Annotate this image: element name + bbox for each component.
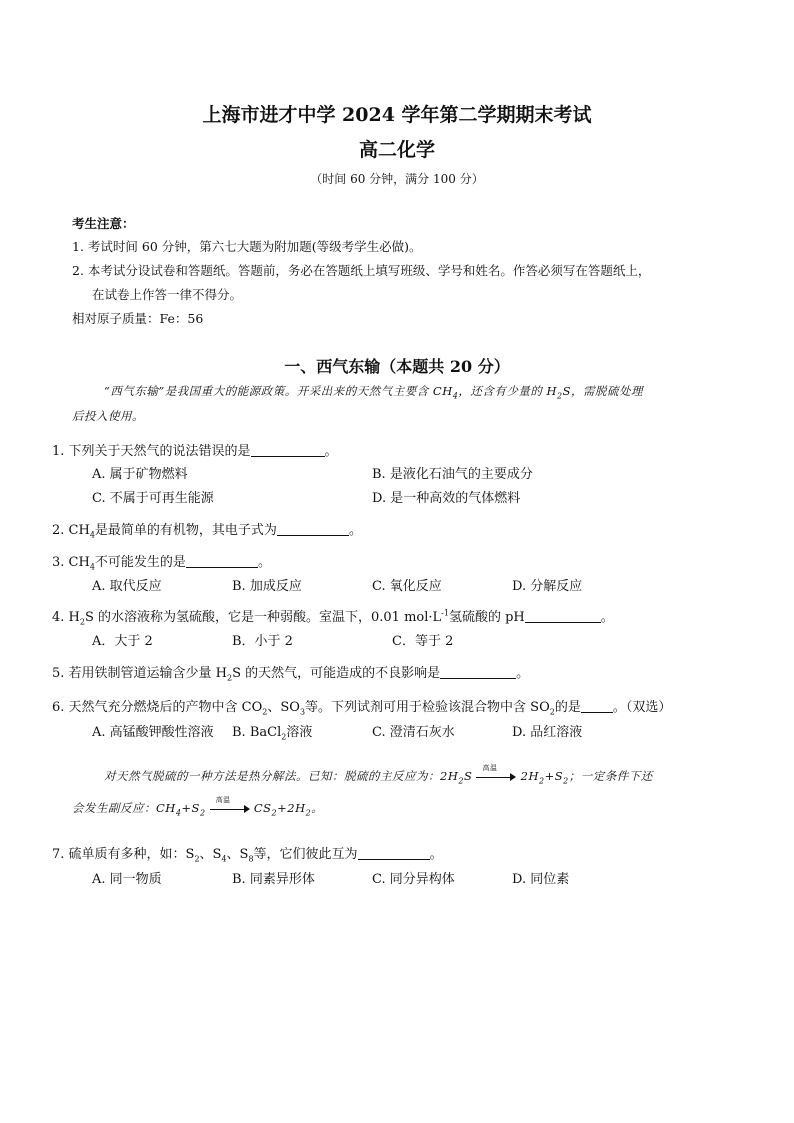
q4-option-b: B．小于 2 xyxy=(232,634,293,649)
question-6-stem: 6. 天然气充分燃烧后的产物中含 $CO_2$、$SO_3$等。下列试剂可用于检验该混合物中含 $SO_2$的是 。（双选） xyxy=(52,700,672,717)
section-intro-line-1: “西气东输”是我国重大的能源政策。开采出来的天然气主要含 $CH_4$，还含有少量的 $H_2S$，需脱硫处理 xyxy=(104,384,644,401)
notice-heading: 考生注意： xyxy=(72,216,135,231)
q6-option-d: D. 品红溶液 xyxy=(512,725,583,740)
q1-option-d: D. 是一种高效的气体燃料 xyxy=(372,491,521,506)
q4-option-c: C．等于 2 xyxy=(392,634,454,649)
subject-title: 高二化学 xyxy=(358,139,435,161)
exam-title: 上海市进才中学 2024 学年第二学期期末考试 xyxy=(202,104,592,126)
notice-item-2-line-2: 在试卷上作答一律不得分。 xyxy=(92,287,243,302)
q6-option-a: A. 高锰酸钾酸性溶液 xyxy=(92,725,214,740)
q7-option-b: B. 同素异形体 xyxy=(232,872,315,887)
q3-option-b: B. 加成反应 xyxy=(232,579,302,594)
notice-item-2-line-1: 2. 本考试分设试卷和答题纸。答题前，务必在答题纸上填写班级、学号和姓名。作答必须写在答题纸上， xyxy=(72,263,651,278)
q7-option-a: A. 同一物质 xyxy=(92,872,162,887)
desulfurization-line-1: 对天然气脱硫的一种方法是热分解法。已知：脱硫的主反应为：$2H_2S$ 高温 $2H_2+S_2$；一定条件下还 xyxy=(104,764,653,786)
answer-blank xyxy=(525,610,601,623)
q3-option-d: D. 分解反应 xyxy=(512,579,583,594)
answer-blank xyxy=(251,444,325,457)
notice-item-1: 1. 考试时间 60 分钟，第六七大题为附加题(等级考学生必做)。 xyxy=(72,239,422,254)
reaction-arrow-icon: 高温 xyxy=(476,771,516,783)
answer-blank xyxy=(440,666,516,679)
question-3-stem: 3. $CH_4$不可能发生的是 。 xyxy=(52,555,271,572)
section-title: 一、西气东输（本题共 20 分） xyxy=(284,357,510,376)
q7-option-c: C. 同分异构体 xyxy=(372,872,455,887)
answer-blank xyxy=(277,523,349,536)
q7-option-d: D. 同位素 xyxy=(512,872,570,887)
q1-option-b: B. 是液化石油气的主要成分 xyxy=(372,467,533,482)
question-7-stem: 7. 硫单质有多种，如：$S_2$、$S_4$、$S_8$等，它们彼此互为 。 xyxy=(52,847,443,864)
answer-blank xyxy=(581,700,613,713)
answer-blank xyxy=(358,847,430,860)
answer-blank xyxy=(186,555,258,568)
time-info: （时间 60 分钟，满分 100 分） xyxy=(310,172,484,186)
atomic-mass: 相对原子质量：Fe：56 xyxy=(72,311,204,326)
q6-option-b: B. BaCl$_2$溶液 xyxy=(232,725,313,742)
section-intro-line-2: 后投入使用。 xyxy=(72,409,144,423)
question-4-stem: 4. $H_2S$ 的水溶液称为氢硫酸，它是一种弱酸。室温下，0.01 $mol\cdot L^{-1}$氢硫酸的 pH 。 xyxy=(52,608,614,627)
reaction-arrow-icon: 高温 xyxy=(210,803,250,815)
q1-option-c: C. 不属于可再生能源 xyxy=(92,491,214,506)
q1-option-a: A. 属于矿物燃料 xyxy=(92,467,188,482)
q6-option-c: C. 澄清石灰水 xyxy=(372,725,455,740)
q3-option-c: C. 氧化反应 xyxy=(372,579,442,594)
question-5-stem: 5. 若用铁制管道运输含少量 $H_2S$ 的天然气，可能造成的不良影响是 。 xyxy=(52,666,530,683)
q3-option-a: A. 取代反应 xyxy=(92,579,162,594)
question-1-stem: 1. 下列关于天然气的说法错误的是 。 xyxy=(52,444,338,459)
q4-option-a: A．大于 2 xyxy=(92,634,153,649)
desulfurization-line-2: 会发生副反应：$CH_4+S_2$ 高温 $CS_2+2H_2$。 xyxy=(72,796,324,818)
question-2-stem: 2. $CH_4$是最简单的有机物，其电子式为 。 xyxy=(52,523,362,540)
